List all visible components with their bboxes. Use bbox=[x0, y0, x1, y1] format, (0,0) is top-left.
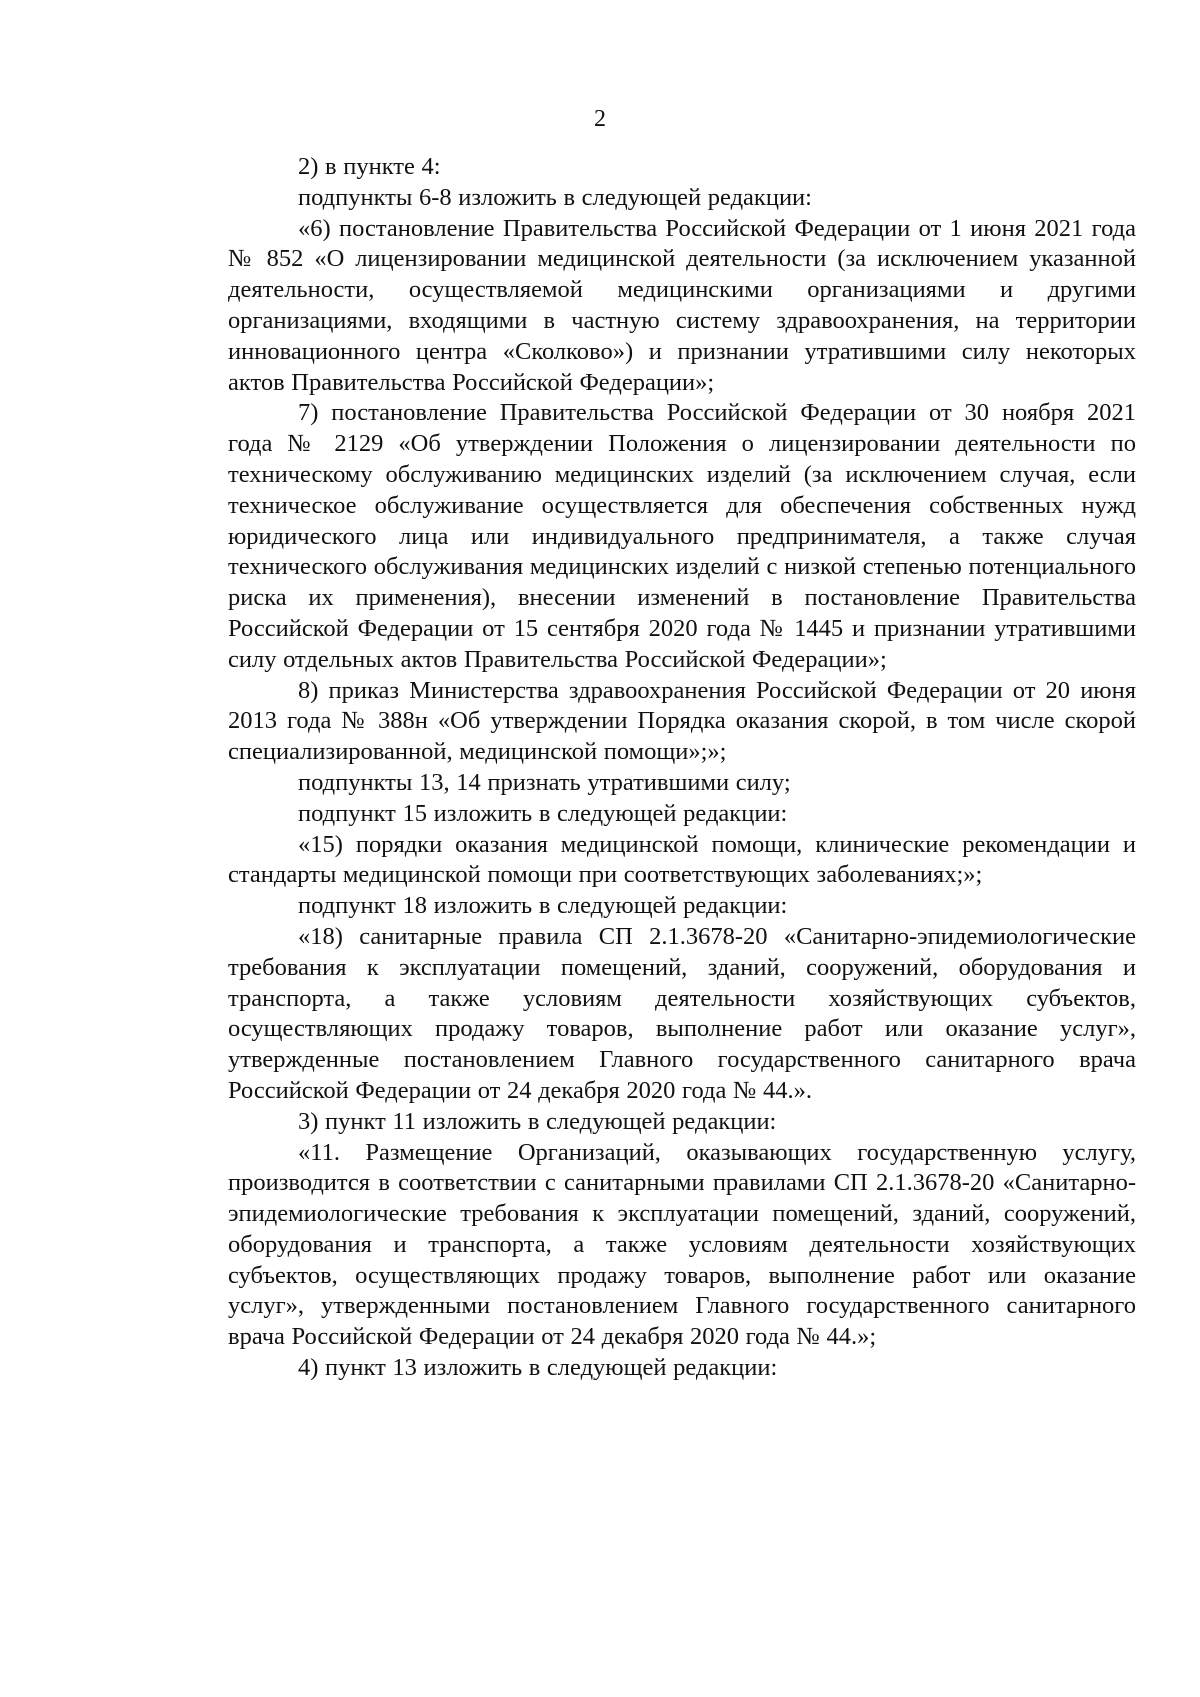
paragraph-subpoint-18: «18) санитарные правила СП 2.1.3678-20 «Санитарно-эпидемиологические требования к эксплуатации помещений, зданий, сооружений, оборудования и транспорта, а также условиям деятельности хозяйствующих субъектов, осуществляющих продажу товаров, выполнение работ или оказание услуг», утвержденные постановлением Главного государственного санитарного врача Российской Федерации от 24 декабря 2020 года № 44.». bbox=[228, 922, 1136, 1104]
paragraph-subpoint-15-intro: подпункт 15 изложить в следующей редакции: bbox=[298, 799, 788, 827]
paragraph-subpoint-15: «15) порядки оказания медицинской помощи, клинические рекомендации и стандарты медицинской помощи при соответствующих заболеваниях;»; bbox=[228, 830, 1136, 889]
paragraph-subpoint-7: 7) постановление Правительства Российской Федерации от 30 ноября 2021 года № 2129 «Об утверждении Положения о лицензировании деятельности по техническому обслуживанию медицинских изделий (за исключением случая, если техническое обслуживание осуществляется для обеспечения собственных нужд юридического лица или индивидуального предпринимателя, а также случая технического обслуживания медицинских изделий с низкой степенью потенциального риска их применения), внесении изменений в постановление Правительства Российской Федерации от 15 сентября 2020 года № 1445 и признании утратившими силу отдельных актов Правительства Российской Федерации»; bbox=[228, 399, 1136, 673]
paragraph-item-4: 4) пункт 13 изложить в следующей редакции: bbox=[298, 1354, 778, 1382]
paragraph-subpoint-8: 8) приказ Министерства здравоохранения Российской Федерации от 20 июня 2013 года № 388н «Об утверждении Порядка оказания скорой, в том числе скорой специализированной, медицинской помощи»;»; bbox=[228, 676, 1136, 766]
paragraph-item-2: 2) в пункте 4: bbox=[298, 153, 441, 180]
document-body bbox=[228, 152, 1136, 1384]
paragraph-point-11: «11. Размещение Организаций, оказывающих государственную услугу, производится в соответствии с санитарными правилами СП 2.1.3678-20 «Санитарно-эпидемиологические требования к эксплуатации помещений, зданий, сооружений, оборудования и транспорта, а также условиям деятельности хозяйствующих субъектов, осуществляющих продажу товаров, выполнение работ или оказание услуг», утвержденными постановлением Главного государственного санитарного врача Российской Федерации от 24 декабря 2020 года № 44.»; bbox=[228, 1138, 1136, 1351]
paragraph-subpoint-18-intro: подпункт 18 изложить в следующей редакции: bbox=[298, 892, 788, 920]
paragraph-item-3: 3) пункт 11 изложить в следующей редакции: bbox=[298, 1107, 777, 1135]
paragraph-subpoints-13-14: подпункты 13, 14 признать утратившими силу; bbox=[298, 768, 791, 796]
paragraph-subpoints-6-8-intro: подпункты 6-8 изложить в следующей редакции: bbox=[298, 183, 812, 211]
paragraph-subpoint-6: «6) постановление Правительства Российской Федерации от 1 июня 2021 года № 852 «О лицензировании медицинской деятельности (за исключением указанной деятельности, осуществляемой медицинскими организациями и другими организациями, входящими в частную систему здравоохранения, на территории инновационного центра «Сколково») и признании утратившими силу некоторых актов Правительства Российской Федерации»; bbox=[228, 214, 1136, 396]
page-number: 2 bbox=[594, 106, 606, 132]
